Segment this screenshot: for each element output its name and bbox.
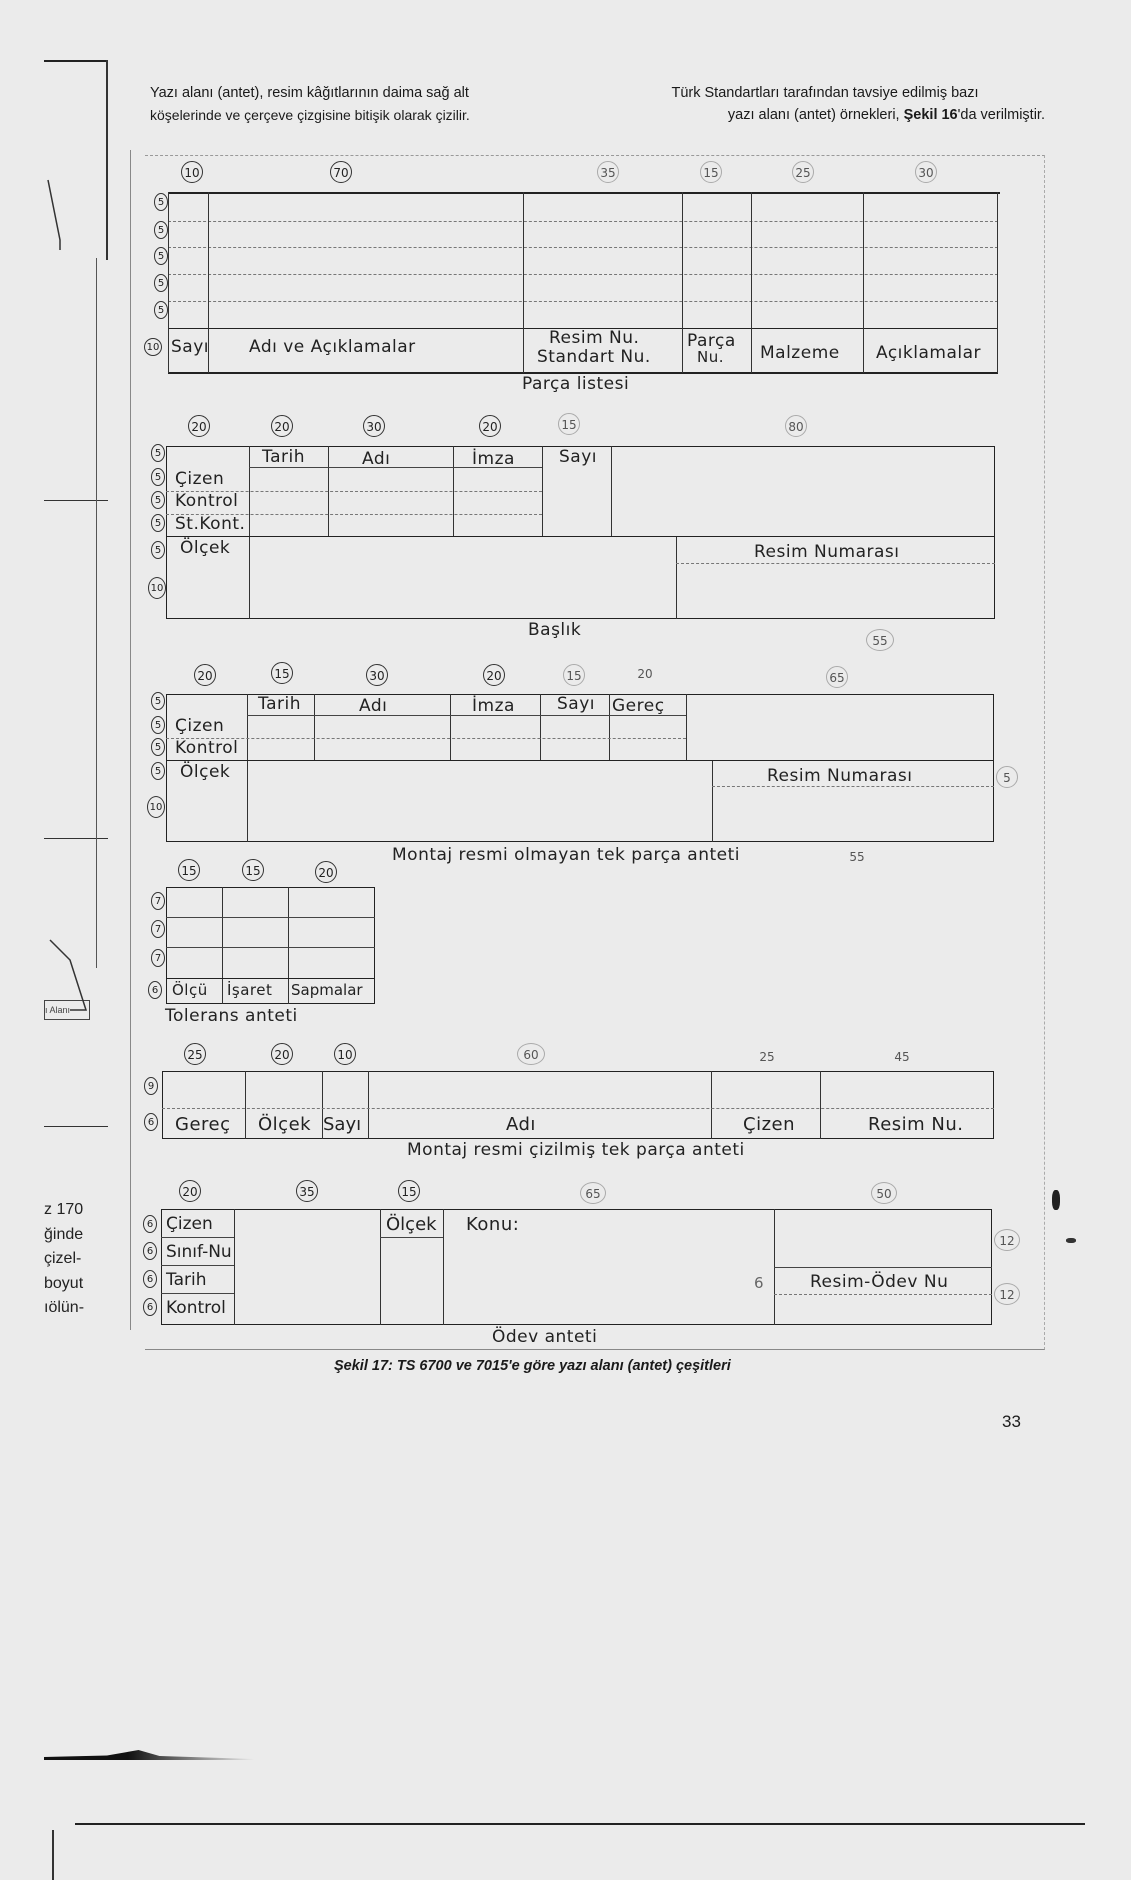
row-label: Çizen bbox=[175, 716, 225, 736]
table-line bbox=[166, 760, 994, 761]
header-cell: Resim Nu. bbox=[549, 328, 640, 348]
margin-text-line: çizel- bbox=[44, 1250, 82, 1267]
dim-circle: 5 bbox=[154, 221, 168, 239]
dim-circle: 5 bbox=[154, 193, 168, 211]
column-header: Gereç bbox=[612, 696, 665, 716]
dim-circle: 5 bbox=[154, 247, 168, 265]
table-line bbox=[222, 887, 223, 1004]
subject-label: Konu: bbox=[466, 1214, 520, 1235]
row-label: Ölçek bbox=[180, 538, 231, 558]
header-cell: Malzeme bbox=[760, 343, 840, 363]
dim-circle: 20 bbox=[188, 415, 210, 437]
dim-circle: 35 bbox=[296, 1180, 318, 1202]
dim-circle: 5 bbox=[996, 766, 1018, 788]
table-line bbox=[166, 738, 686, 739]
header-cell: İşaret bbox=[227, 981, 273, 999]
block-title: Başlık bbox=[528, 620, 582, 640]
page-number: 33 bbox=[1002, 1412, 1021, 1431]
dim-circle: 5 bbox=[151, 692, 165, 710]
table-line bbox=[168, 221, 998, 222]
header-cell: Sayı bbox=[323, 1114, 362, 1135]
dim-circle: 25 bbox=[184, 1043, 206, 1065]
intro-left-line2: köşelerinde ve çerçeve çizgisine bitişik olarak çizilir. bbox=[150, 107, 470, 123]
dim-circle: 6 bbox=[148, 981, 162, 999]
dim-circle: 65 bbox=[580, 1182, 606, 1204]
table-line bbox=[523, 192, 524, 373]
scale-label: Ölçek bbox=[386, 1214, 437, 1235]
dim-circle: 10 bbox=[147, 796, 165, 818]
header-cell: Açıklamalar bbox=[876, 343, 981, 363]
table-line bbox=[540, 694, 541, 760]
dim-circle: 15 bbox=[178, 859, 200, 881]
left-page-edge bbox=[44, 60, 108, 62]
dim-circle: 5 bbox=[154, 274, 168, 292]
table-line bbox=[380, 1237, 443, 1238]
dim-circle: 20 bbox=[271, 1043, 293, 1065]
dim-circle: 20 bbox=[483, 664, 505, 686]
dim-circle: 10 bbox=[148, 577, 166, 599]
dim-circle: 7 bbox=[151, 892, 165, 910]
table-line bbox=[712, 760, 713, 842]
dim-circle: 10 bbox=[334, 1043, 356, 1065]
dim-circle: 65 bbox=[826, 666, 848, 688]
dim-label: 6 bbox=[754, 1274, 765, 1292]
table-line bbox=[380, 1209, 381, 1325]
dim-circle: 15 bbox=[271, 662, 293, 684]
table-line bbox=[168, 274, 998, 275]
column-header: Tarih bbox=[262, 447, 305, 467]
header-cell: Gereç bbox=[175, 1114, 231, 1135]
dim-circle: 30 bbox=[363, 415, 385, 437]
title-block-frame bbox=[166, 446, 995, 619]
table-line bbox=[686, 694, 687, 760]
block-title: Montaj resmi olmayan tek parça anteti bbox=[392, 845, 740, 865]
dim-circle: 20 bbox=[315, 861, 337, 883]
dim-circle: 80 bbox=[785, 415, 807, 437]
dim-circle: 55 bbox=[849, 850, 865, 864]
column-header: Tarih bbox=[258, 694, 301, 714]
column-header: Sayı bbox=[557, 694, 595, 714]
margin-text-line: ğinde bbox=[44, 1225, 84, 1243]
intro-right-line2-pre: yazı alanı (antet) örnekleri, bbox=[727, 107, 904, 123]
scan-speck bbox=[1052, 1190, 1060, 1210]
dim-circle: 5 bbox=[151, 716, 165, 734]
dim-circle: 5 bbox=[151, 541, 165, 559]
margin-text bbox=[44, 1198, 84, 1321]
table-line bbox=[863, 192, 864, 373]
table-line bbox=[168, 301, 998, 302]
header-cell: Nu. bbox=[697, 348, 724, 366]
dim-circle: 45 bbox=[894, 1050, 910, 1064]
margin-text-line: boyut bbox=[44, 1274, 84, 1292]
table-line bbox=[774, 1294, 992, 1295]
header-cell: Parça bbox=[687, 331, 736, 351]
row-label: Sınıf-Nu bbox=[166, 1242, 232, 1262]
header-cell: Adı bbox=[506, 1114, 536, 1135]
dim-circle: 10 bbox=[144, 338, 162, 356]
header-cell: Çizen bbox=[743, 1114, 795, 1135]
table-line bbox=[166, 978, 375, 979]
drawing-number-label: Resim Numarası bbox=[767, 766, 913, 786]
table-line bbox=[542, 446, 543, 536]
dim-circle: 50 bbox=[871, 1182, 897, 1204]
row-label: Çizen bbox=[166, 1214, 213, 1234]
column-header: Sayı bbox=[559, 447, 597, 467]
table-line bbox=[676, 536, 677, 619]
table-line bbox=[247, 694, 248, 842]
dim-circle: 6 bbox=[143, 1270, 157, 1288]
figure-caption: Şekil 17: TS 6700 ve 7015'e göre yazı alanı (antet) çeşitleri bbox=[334, 1358, 731, 1374]
dim-circle: 15 bbox=[242, 859, 264, 881]
table-line bbox=[166, 917, 375, 918]
table-line bbox=[611, 446, 612, 536]
table-line bbox=[234, 1209, 235, 1325]
drawing-number-label: Resim Numarası bbox=[754, 542, 900, 562]
intro-left bbox=[150, 82, 570, 126]
header-cell: Resim Nu. bbox=[868, 1114, 964, 1135]
table-line bbox=[682, 192, 683, 373]
header-cell: Adı ve Açıklamalar bbox=[249, 337, 416, 357]
dim-circle: 5 bbox=[151, 468, 165, 486]
dim-circle: 12 bbox=[994, 1229, 1020, 1251]
dim-circle: 20 bbox=[271, 415, 293, 437]
dim-circle: 30 bbox=[366, 664, 388, 686]
intro-right-line1: Türk Standartları tarafından tavsiye edilmiş bazı bbox=[671, 85, 979, 101]
left-page-triangle-marks bbox=[40, 170, 110, 1070]
table-line bbox=[288, 887, 289, 1004]
dim-circle: 5 bbox=[151, 738, 165, 756]
table-line bbox=[676, 563, 995, 564]
dim-circle: 25 bbox=[759, 1050, 775, 1064]
dim-circle: 6 bbox=[143, 1242, 157, 1260]
table-line bbox=[161, 1237, 234, 1238]
dim-circle: 70 bbox=[330, 161, 352, 183]
column-header: İmza bbox=[472, 449, 515, 469]
table-line bbox=[609, 694, 610, 760]
table-line bbox=[166, 536, 995, 537]
header-cell: Standart Nu. bbox=[537, 347, 651, 367]
header-cell: Ölçü bbox=[172, 981, 208, 999]
column-header: Adı bbox=[359, 696, 388, 716]
table-line bbox=[161, 1265, 234, 1266]
margin-text-line: z 170 bbox=[44, 1201, 84, 1218]
table-line bbox=[168, 192, 169, 373]
dim-circle: 6 bbox=[143, 1215, 157, 1233]
dim-circle: 5 bbox=[151, 491, 165, 509]
table-line bbox=[166, 947, 375, 948]
table-line bbox=[712, 786, 994, 787]
table-line bbox=[245, 1071, 246, 1139]
intro-right bbox=[605, 82, 1045, 126]
header-cell: Ölçek bbox=[258, 1114, 312, 1135]
dim-circle: 20 bbox=[637, 667, 653, 681]
row-label: Kontrol bbox=[166, 1298, 226, 1318]
dim-circle: 10 bbox=[181, 161, 203, 183]
dim-circle: 7 bbox=[151, 920, 165, 938]
row-label: Kontrol bbox=[175, 738, 239, 758]
table-line bbox=[249, 446, 250, 619]
table-line bbox=[997, 192, 998, 373]
dim-circle: 15 bbox=[563, 664, 585, 686]
intro-left-line1: Yazı alanı (antet), resim kâğıtlarının daima sağ alt bbox=[150, 85, 469, 101]
column-header: Adı bbox=[362, 449, 391, 469]
table-line bbox=[450, 694, 451, 760]
block-title: Tolerans anteti bbox=[165, 1006, 298, 1026]
dim-circle: 6 bbox=[144, 1113, 158, 1131]
intro-right-line2 bbox=[605, 104, 1045, 126]
table-line bbox=[368, 1071, 369, 1139]
table-line bbox=[751, 192, 752, 373]
dim-circle: 35 bbox=[597, 161, 619, 183]
header-cell: Sayı bbox=[171, 337, 209, 357]
table-line bbox=[443, 1209, 444, 1325]
intro-right-line2-post: 'da verilmiştir. bbox=[957, 107, 1045, 123]
block-title: Ödev anteti bbox=[492, 1327, 598, 1347]
dim-circle: 60 bbox=[517, 1043, 545, 1065]
left-page-tab: ı Alanı bbox=[44, 1000, 90, 1020]
row-label: St.Kont. bbox=[175, 514, 246, 534]
scan-speck bbox=[1066, 1238, 1076, 1243]
dim-circle: 5 bbox=[151, 762, 165, 780]
dim-circle: 12 bbox=[994, 1283, 1020, 1305]
dim-circle: 5 bbox=[151, 444, 165, 462]
table-line bbox=[162, 1108, 994, 1109]
left-page-vline bbox=[130, 150, 131, 1330]
dim-circle: 25 bbox=[792, 161, 814, 183]
dim-circle: 15 bbox=[398, 1180, 420, 1202]
dim-circle: 5 bbox=[154, 301, 168, 319]
table-line bbox=[314, 694, 315, 760]
dim-circle: 15 bbox=[558, 413, 580, 435]
dim-circle: 20 bbox=[194, 664, 216, 686]
left-page-hline bbox=[44, 1126, 108, 1127]
row-label: Çizen bbox=[175, 469, 225, 489]
dim-circle: 20 bbox=[179, 1180, 201, 1202]
bottom-left-tick bbox=[52, 1830, 54, 1880]
intro-right-line2-bold: Şekil 16 bbox=[903, 107, 958, 123]
table-line bbox=[161, 1293, 234, 1294]
dim-circle: 30 bbox=[915, 161, 937, 183]
block-title: Parça listesi bbox=[522, 374, 630, 394]
header-cell: Sapmalar bbox=[291, 981, 363, 999]
number-label: Resim-Ödev Nu bbox=[810, 1272, 949, 1292]
bottom-smear bbox=[44, 1735, 264, 1765]
dim-circle: 5 bbox=[151, 514, 165, 532]
table-line bbox=[168, 192, 1000, 194]
row-label: Tarih bbox=[166, 1270, 207, 1290]
table-line bbox=[168, 247, 998, 248]
table-line bbox=[774, 1267, 992, 1268]
dim-circle: 7 bbox=[151, 949, 165, 967]
block-title: Montaj resmi çizilmiş tek parça anteti bbox=[407, 1140, 745, 1160]
row-label: Kontrol bbox=[175, 491, 239, 511]
column-header: İmza bbox=[472, 696, 515, 716]
margin-text-line: ıölün- bbox=[44, 1299, 85, 1316]
dim-circle: 55 bbox=[866, 629, 894, 651]
dim-circle: 6 bbox=[143, 1298, 157, 1316]
table-line bbox=[711, 1071, 712, 1139]
bottom-rule bbox=[75, 1823, 1085, 1825]
table-line bbox=[820, 1071, 821, 1139]
row-label: Ölçek bbox=[180, 762, 231, 782]
dim-circle: 20 bbox=[479, 415, 501, 437]
dim-circle: 15 bbox=[700, 161, 722, 183]
dim-circle: 9 bbox=[144, 1077, 158, 1095]
